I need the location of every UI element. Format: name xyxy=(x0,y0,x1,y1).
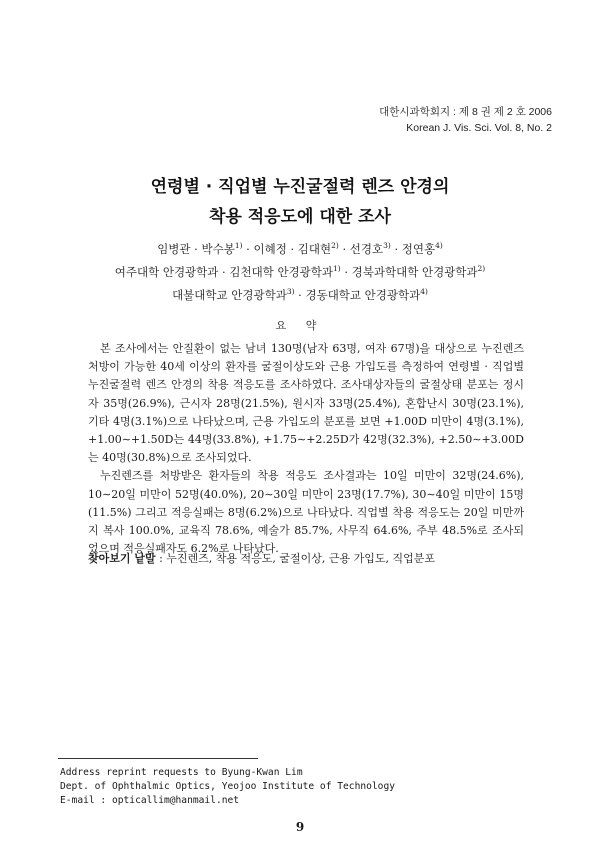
footnote-line-1: Address reprint requests to Byung-Kwan Lim xyxy=(60,767,303,778)
author-name: · 정연홍 xyxy=(390,241,436,256)
keywords xyxy=(88,551,524,567)
affiliation-mark: 3) xyxy=(286,286,295,296)
affiliation: 여주대학 안경광학과 · 김천대학 안경광학과 xyxy=(114,264,333,279)
abstract-paragraph-2: 누진렌즈를 처방받은 환자들의 착용 적응도 조사결과는 10일 미만이 32명(24.6%), 10∼20일 미만이 52명(40.0%), 20∼30일 미만이 23명(17.7%), 30∼40일 미만이 15명(11.5%) 그리고 적응실패는 8명(6.2%)으로 나타났다. 직업별 착용 적응도는 20일 미만까지 복사 100.0%, 교육직 78.6%, 예술가 85.7%, 사무직 64.6%, 주부 48.5%로 조사되었으며 적응실패자도 6.2%로 나타났다. xyxy=(88,469,524,556)
affiliation-mark: 4) xyxy=(435,241,443,250)
affiliation: · 경동대학교 안경광학과 xyxy=(294,287,421,302)
abstract-heading: 요 약 xyxy=(275,319,325,332)
keywords-label: 찾아보기 낱말 xyxy=(88,552,156,565)
abstract-body xyxy=(88,340,524,558)
affiliation-mark: 3) xyxy=(383,241,391,250)
abstract-paragraph-1: 본 조사에서는 안질환이 없는 남녀 130명(남자 63명, 여자 67명)을 대상으로 누진렌즈 처방이 가능한 40세 이상의 환자를 굴절이상도와 근용 가입도를 측정하여 연령별 · 직업별 누진굴절력 렌즈 안경의 착용 적응도를 조사하였다. 조사대상자들의 굴절상태 분포는 정시자 35명(26.9%), 근시자 28명(21.5%), 원시자 33명(25.4%), 혼합난시 30명(23.1%), 기타 4명(3.1%)으로 나타났으며, 근용 가입도의 분포를 보면 +1.00D 미만이 4명(3.1%), +1.00∼+1.50D는 44명(33.8%), +1.75∼+2.25D가 42명(32.3%), +2.50∼+3.00D는 40명(30.8%)으로 조사되었다. xyxy=(88,342,524,465)
footnote-divider xyxy=(58,758,258,759)
affiliation-mark: 4) xyxy=(420,286,428,296)
journal-citation-korean: 대한시과학회지 : 제 8 권 제 2 호 2006 xyxy=(379,106,552,118)
author-names xyxy=(0,236,600,259)
journal-citation xyxy=(379,104,552,136)
page-number: 9 xyxy=(295,820,305,834)
keywords-list: : 누진렌즈, 착용 적응도, 굴절이상, 근용 가입도, 직업분포 xyxy=(155,552,436,565)
affiliation-mark: 2) xyxy=(477,263,486,273)
correspondence-footnote xyxy=(60,766,395,808)
affiliation: 대불대학교 안경광학과 xyxy=(172,287,287,302)
footnote-line-2: Dept. of Ophthalmic Optics, Yeojoo Institute of Technology xyxy=(60,781,396,792)
author-name: · 선경호 xyxy=(338,241,384,256)
affiliations-line-1 xyxy=(0,259,600,282)
author-name: · 이혜정 · 김대현 xyxy=(242,241,332,256)
affiliations-line-2 xyxy=(0,282,600,305)
author-name: 임병관 · 박수봉 xyxy=(157,241,235,256)
affiliation-mark: 1) xyxy=(333,263,341,273)
affiliation-mark: 1) xyxy=(234,241,243,250)
paper-title xyxy=(0,172,600,232)
journal-citation-english: Korean J. Vis. Sci. Vol. 8, No. 2 xyxy=(406,122,552,134)
footnote-email: E-mail : opticallim@hanmail.net xyxy=(60,795,240,806)
affiliation: · 경북과학대학 안경광학과 xyxy=(340,264,478,279)
title-line-2: 착용 적응도에 대한 조사 xyxy=(209,207,391,227)
affiliation-mark: 2) xyxy=(331,241,339,250)
title-line-1: 연령별 · 직업별 누진굴절력 렌즈 안경의 xyxy=(150,177,450,197)
author-block xyxy=(0,236,600,304)
